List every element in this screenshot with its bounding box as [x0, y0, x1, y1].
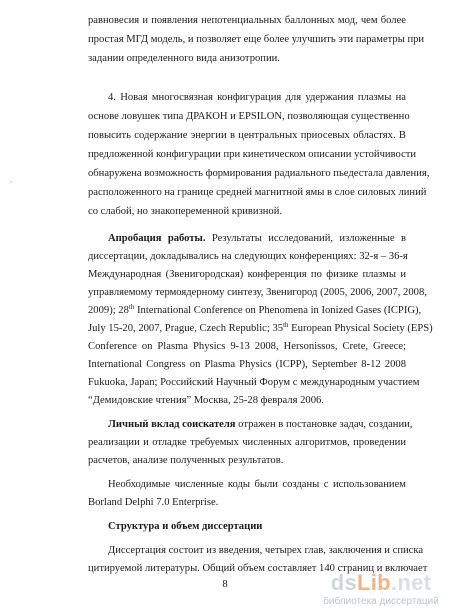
text-line: со слабой, но знакопеременной кривизной.: [88, 206, 283, 217]
text-line: равновесия и появления непотенциальных баллонных мод, чем более: [88, 15, 406, 26]
section-heading: Структура и объем диссертации: [108, 521, 263, 532]
text-line: расчетов, анализе полученных результатов.: [88, 455, 284, 466]
text-line: простая МГД модель, и позволяет еще более улучшить эти параметры при: [88, 34, 425, 45]
text-line: повысить содержание энергии в центральных приосевых областях. В: [88, 130, 406, 141]
text-line: International Congress on Plasma Physics (ICPP), September 8-12 2008: [88, 359, 406, 370]
text-line: предложенной конфигурации при кинетическом описании устойчивости: [88, 149, 417, 160]
text-line: цитируемой литературы. Общий объем составляет 140 страниц и включает: [88, 563, 428, 574]
section-heading: Апробация работы.: [108, 233, 206, 244]
watermark-brand: [322, 570, 440, 596]
text-line: [108, 232, 406, 245]
text-span: July 15-20, 2007, Prague, Czech Republic; 35: [88, 323, 284, 334]
page-number: 8: [222, 579, 228, 590]
text-span: International Conference on Phenomena in Ionized Gases (ICPIG),: [134, 305, 422, 316]
text-line: реализации и отладке требуемых численных алгоритмов, проведении: [88, 437, 406, 448]
text-line: Международная (Звенигородская) конференция по физике плазмы и: [88, 269, 406, 280]
text-line: Fukuoka, Japan; Российский Научный Форум с международным участием: [88, 377, 420, 388]
section-heading: Личный вклад соискателя: [108, 419, 236, 430]
text-line: “Демидовские чтения” Москва, 25-28 февраля 2006.: [88, 395, 324, 406]
text-line: задании определенного вида анизотропии.: [88, 53, 280, 64]
margin-mark: ʼ: [10, 180, 13, 188]
superscript: th: [283, 321, 289, 329]
text-line: обнаружена возможность формирования радиального пьедестала давления,: [88, 168, 430, 179]
text-line: Conference on Plasma Physics 9-13 2008, Hersonissos, Crete, Greece;: [88, 341, 406, 352]
text-line: Borland Delphi 7.0 Enterprise.: [88, 497, 219, 508]
watermark-brand-part: Lib: [357, 570, 391, 595]
text-line: Необходимые численные коды были созданы с использованием: [108, 479, 406, 490]
superscript: th: [128, 303, 135, 311]
watermark-brand-part: .net: [390, 570, 432, 595]
text-line: Диссертация состоит из введения, четырех глав, заключения и списка: [108, 545, 424, 556]
text-line: [108, 418, 413, 431]
text-line: [88, 321, 433, 335]
text-line: диссертации, докладывались на следующих конференциях: 32-я – 36-я: [88, 251, 408, 262]
text-line: [88, 303, 422, 317]
text-line: 4. Новая многосвязная конфигурация для удержания плазмы на: [108, 92, 406, 103]
text-line: расположенного на границе средней магнитной ямы в слое силовых линий: [88, 187, 427, 198]
text-line: основе ловушек типа ДРАКОН и EPSILON, позволяющая существенно: [88, 111, 410, 122]
text-span: отражен в постановке задач, создании,: [235, 419, 413, 430]
text-line: управляемому термоядерному синтезу, Звенигород (2005, 2006, 2007, 2008,: [88, 287, 427, 298]
watermark-subtitle: библиотека диссертаций: [323, 596, 439, 607]
text-span: European Physical Society (EPS): [288, 323, 433, 334]
watermark-brand-part: ds: [330, 570, 358, 595]
watermark-logo: [322, 570, 440, 608]
text-span: 2009); 28: [88, 305, 129, 316]
text-span: Результаты исследований, изложенные в: [205, 233, 406, 244]
